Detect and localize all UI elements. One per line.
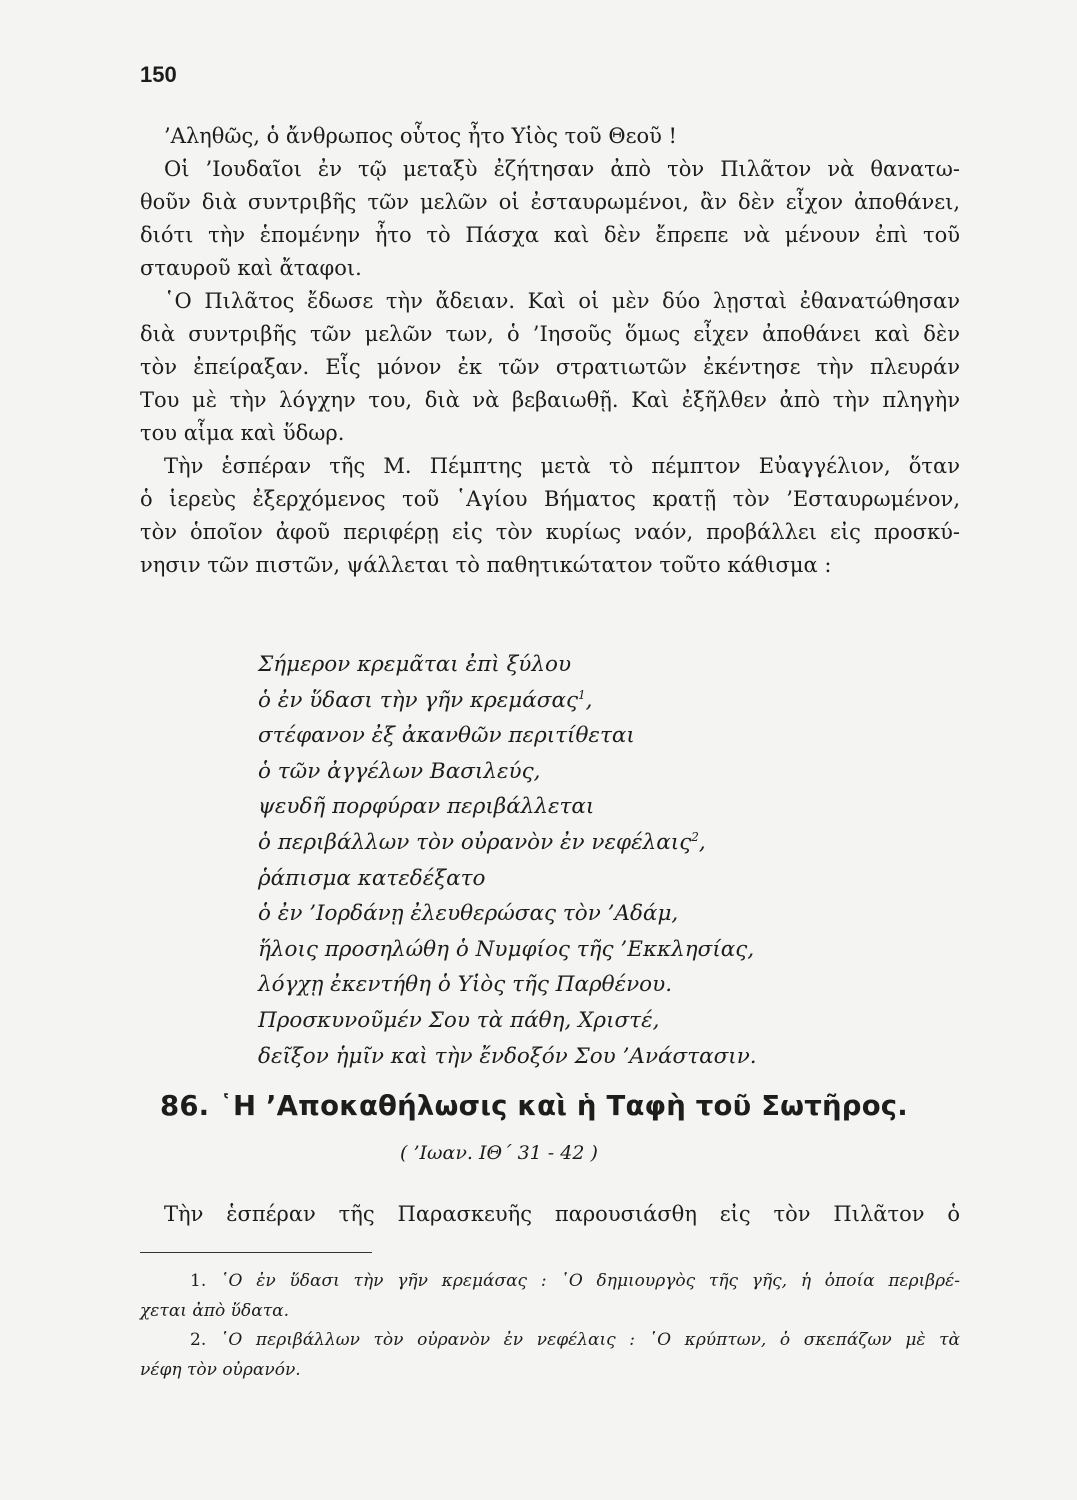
text-line: Οἱ ’Ιουδαῖοι ἐν τῷ μεταξὺ ἐζήτησαν ἀπὸ τὸν Πιλᾶτον νὰ θανατω-	[164, 157, 960, 181]
hymn-poem	[258, 647, 898, 1074]
footnote-divider	[140, 1252, 372, 1253]
footnote-2-continued: νέφη τὸν οὐρανόν.	[140, 1359, 301, 1380]
text-line: διότι τὴν ἑπομένην ἦτο τὸ Πάσχα καὶ δὲν ἔπρεπε νὰ μένουν ἐπὶ τοῦ	[140, 223, 960, 247]
body-text	[140, 120, 960, 582]
hymn-line: ἥλοις προσηλώθη ὁ Νυμφίος τῆς ’Εκκλησίας,	[258, 936, 755, 962]
footnote-text: ῾Ο ἐν ὕδασι τὴν γῆν κρεμάσας : ῾Ο δημιουργὸς τῆς γῆς, ἡ ὁποία περιβρέ-	[220, 1271, 961, 1291]
footnotes	[140, 1267, 960, 1385]
hymn-line: ὁ ἐν ’Ιορδάνῃ ἐλευθερώσας τὸν ’Αδάμ,	[258, 901, 679, 927]
footnote-marker: 2	[691, 829, 699, 844]
footnote-2	[140, 1326, 960, 1356]
hymn-line: ψευδῆ πορφύραν περιβάλλεται	[258, 794, 595, 820]
hymn-line	[258, 683, 898, 719]
text-line: τὸν ὁποῖον ἀφοῦ περιφέρῃ εἰς τὸν κυρίως ναόν, προβάλλει εἰς προσκύ-	[140, 520, 960, 544]
footnote-marker: 1	[578, 687, 586, 702]
text-line: Τὴν ἑσπέραν τῆς Μ. Πέμπτης μετὰ τὸ πέμπτον Εὐαγγέλιον, ὅταν	[164, 454, 960, 478]
page-number: 150	[140, 62, 177, 87]
hymn-line	[258, 825, 898, 861]
text-line: τὸν ἐπείραξαν. Εἷς μόνον ἐκ τῶν στρατιωτῶν ἐκέντησε τὴν πλευράν	[140, 355, 960, 379]
text-line: διὰ συντριβῆς τῶν μελῶν των, ὁ ’Ιησοῦς ὅμως εἶχεν ἀποθάνει καὶ δὲν	[140, 322, 960, 346]
text-line: ὁ ἱερεὺς ἐξερχόμενος τοῦ ῾Αγίου Βήματος κρατῇ τὸν ’Εσταυρωμένον,	[140, 487, 960, 511]
hymn-line-punct: ,	[585, 687, 593, 713]
text-line: ῾Ο Πιλᾶτος ἔδωσε τὴν ἄδειαν. Καὶ οἱ μὲν δύο λῃσταὶ ἐθανατώθησαν	[164, 289, 960, 313]
text-line: θοῦν διὰ συντριβῆς τῶν μελῶν οἱ ἐσταυρωμένοι, ἂν δὲν εἶχον ἀποθάνει,	[140, 190, 960, 214]
text-line: Του μὲ τὴν λόγχην του, διὰ νὰ βεβαιωθῇ. Καὶ ἐξῆλθεν ἀπὸ τὴν πληγὴν	[140, 388, 960, 412]
footnote-1	[140, 1267, 960, 1297]
footnote-1-continued: χεται ἀπὸ ὕδατα.	[140, 1300, 290, 1321]
hymn-line: ῥάπισμα κατεδέξατο	[258, 865, 486, 891]
text-line: ’Αληθῶς, ὁ ἄνθρωπος οὗτος ἦτο Υἱὸς τοῦ Θεοῦ !	[164, 124, 677, 148]
hymn-line: στέφανον ἐξ ἀκανθῶν περιτίθεται	[258, 723, 635, 749]
hymn-line-text: ὁ ἐν ὕδασι τὴν γῆν κρεμάσας	[258, 687, 579, 713]
footnote-number: 2.	[190, 1330, 207, 1350]
hymn-line: ὁ τῶν ἀγγέλων Βασιλεύς,	[258, 758, 541, 784]
hymn-line-text: ὁ περιβάλλων τὸν οὐρανὸν ἐν νεφέλαις	[258, 829, 692, 855]
hymn-line: Σήμερον κρεμᾶται ἐπὶ ξύλου	[258, 652, 572, 677]
section-body	[140, 1198, 960, 1231]
scripture-reference: ( ’Ιωαν. ΙΘ΄ 31 - 42 )	[400, 1142, 598, 1164]
text-line: νησιν τῶν πιστῶν, ψάλλεται τὸ παθητικώτατον τοῦτο κάθισμα :	[140, 553, 832, 577]
hymn-line: λόγχῃ ἐκεντήθη ὁ Υἱὸς τῆς Παρθένου.	[258, 972, 673, 998]
hymn-line: δεῖξον ἡμῖν καὶ τὴν ἔνδοξόν Σου ’Ανάστασιν.	[258, 1043, 757, 1069]
footnote-text: ῾Ο περιβάλλων τὸν οὐρανὸν ἐν νεφέλαις : ῾Ο κρύπτων, ὁ σκεπάζων μὲ τὰ	[219, 1330, 960, 1350]
hymn-line: Προσκυνοῦμέν Σου τὰ πάθη, Χριστέ,	[258, 1007, 660, 1033]
hymn-line-punct: ,	[698, 829, 706, 855]
text-line: Τὴν ἑσπέραν τῆς Παρασκευῆς παρουσιάσθη εἰς τὸν Πιλᾶτον ὁ	[164, 1202, 960, 1226]
section-heading: 86. ῾Η ’Αποκαθήλωσις καὶ ἡ Ταφὴ τοῦ Σωτῆρος.	[160, 1090, 908, 1122]
text-line: του αἷμα καὶ ὕδωρ.	[140, 421, 345, 445]
footnote-number: 1.	[190, 1271, 207, 1291]
text-line: σταυροῦ καὶ ἄταφοι.	[140, 256, 362, 280]
